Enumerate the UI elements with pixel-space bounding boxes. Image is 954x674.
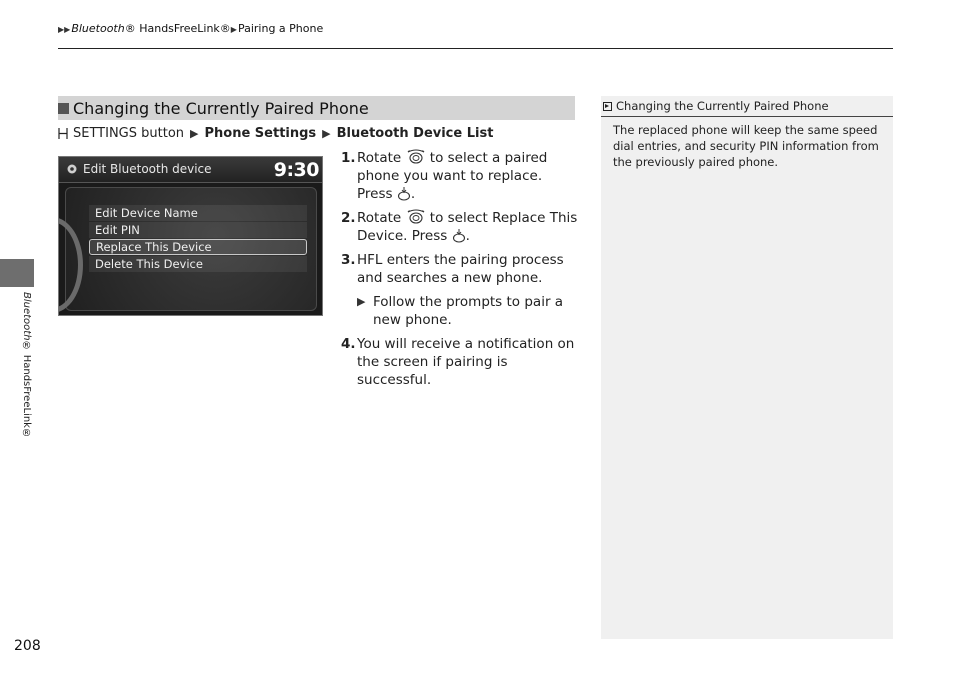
navigation-screen-image bbox=[58, 156, 323, 316]
triangle-right-icon: ▶ bbox=[357, 295, 366, 308]
press-button-icon bbox=[397, 186, 411, 201]
gear-icon bbox=[66, 163, 78, 175]
step-text-part: Rotate bbox=[357, 210, 402, 226]
triangle-right-icon: ▶ bbox=[230, 25, 237, 34]
step-3 bbox=[341, 251, 581, 287]
home-button-icon bbox=[58, 127, 68, 140]
screen-title: Edit Bluetooth device bbox=[83, 162, 212, 176]
step-text-part: to select a paired phone you want to replace. Press bbox=[357, 150, 548, 202]
step-text bbox=[357, 209, 581, 245]
reference-arrow-icon bbox=[603, 102, 612, 111]
step-number: 2. bbox=[341, 210, 356, 226]
step-number: 3. bbox=[341, 252, 356, 268]
chapter-tab-marker bbox=[0, 259, 34, 287]
path-start: SETTINGS button bbox=[73, 126, 185, 141]
side-note-title: Changing the Currently Paired Phone bbox=[616, 99, 829, 113]
section-heading bbox=[58, 96, 575, 120]
navigation-path bbox=[58, 126, 493, 141]
interface-dial-icon bbox=[406, 149, 426, 165]
chapter-side-label bbox=[12, 292, 32, 457]
step-text: HFL enters the pairing process and searches a new phone. bbox=[357, 252, 564, 286]
breadcrumb-part-1-suffix: ® HandsFreeLink® bbox=[124, 22, 231, 35]
screen-menu bbox=[89, 205, 307, 273]
breadcrumb-part-1: Bluetooth bbox=[71, 22, 125, 35]
step-number: 4. bbox=[341, 336, 356, 352]
step-text bbox=[357, 149, 581, 203]
side-note-panel bbox=[601, 96, 893, 639]
step-4 bbox=[341, 335, 581, 389]
side-note-body: The replaced phone will keep the same speed dial entries, and security PIN information from the previously paired phone. bbox=[613, 123, 879, 169]
interface-dial-icon bbox=[406, 209, 426, 225]
triangle-right-icon: ▶ bbox=[190, 127, 199, 140]
triangle-right-icon: ▶ bbox=[322, 127, 331, 140]
side-label-rest: ® HandsFreeLink® bbox=[21, 340, 32, 439]
path-bluetooth-device-list: Bluetooth Device List bbox=[336, 126, 494, 141]
step-text: You will receive a notification on the screen if pairing is successful. bbox=[357, 336, 575, 388]
step-number: 1. bbox=[341, 150, 356, 166]
substep-text: Follow the prompts to pair a new phone. bbox=[373, 294, 564, 328]
step-text-part: Rotate bbox=[357, 150, 402, 166]
step-text-part: . bbox=[465, 228, 470, 244]
screen-menu-item-replace-this-device: Replace This Device bbox=[89, 239, 307, 255]
breadcrumb bbox=[58, 22, 323, 35]
step-3-substep bbox=[357, 293, 581, 329]
path-phone-settings: Phone Settings bbox=[204, 126, 317, 141]
header-divider bbox=[58, 48, 893, 49]
breadcrumb-part-2: Pairing a Phone bbox=[237, 22, 324, 35]
step-text-part: to select bbox=[429, 210, 488, 226]
step-2 bbox=[341, 209, 581, 245]
step-1 bbox=[341, 149, 581, 203]
press-button-icon bbox=[452, 228, 466, 243]
instruction-steps bbox=[341, 149, 581, 395]
step-text-part: . bbox=[410, 186, 416, 202]
screen-clock: 9:30 bbox=[273, 159, 319, 181]
section-title: Changing the Currently Paired Phone bbox=[73, 98, 369, 118]
screen-menu-item-edit-pin: Edit PIN bbox=[89, 222, 307, 238]
square-bullet-icon bbox=[58, 103, 69, 114]
page-number: 208 bbox=[14, 638, 41, 654]
triangle-right-icon: ▶▶ bbox=[58, 25, 71, 34]
step-text-part: . Press bbox=[403, 228, 448, 244]
ui-label-replace-this-device: Replace This Device bbox=[357, 210, 578, 244]
screen-menu-item-edit-device-name: Edit Device Name bbox=[89, 205, 307, 221]
side-note-heading bbox=[601, 96, 893, 117]
screen-menu-item-delete-this-device: Delete This Device bbox=[89, 256, 307, 272]
side-label-italic: Bluetooth bbox=[21, 292, 32, 341]
